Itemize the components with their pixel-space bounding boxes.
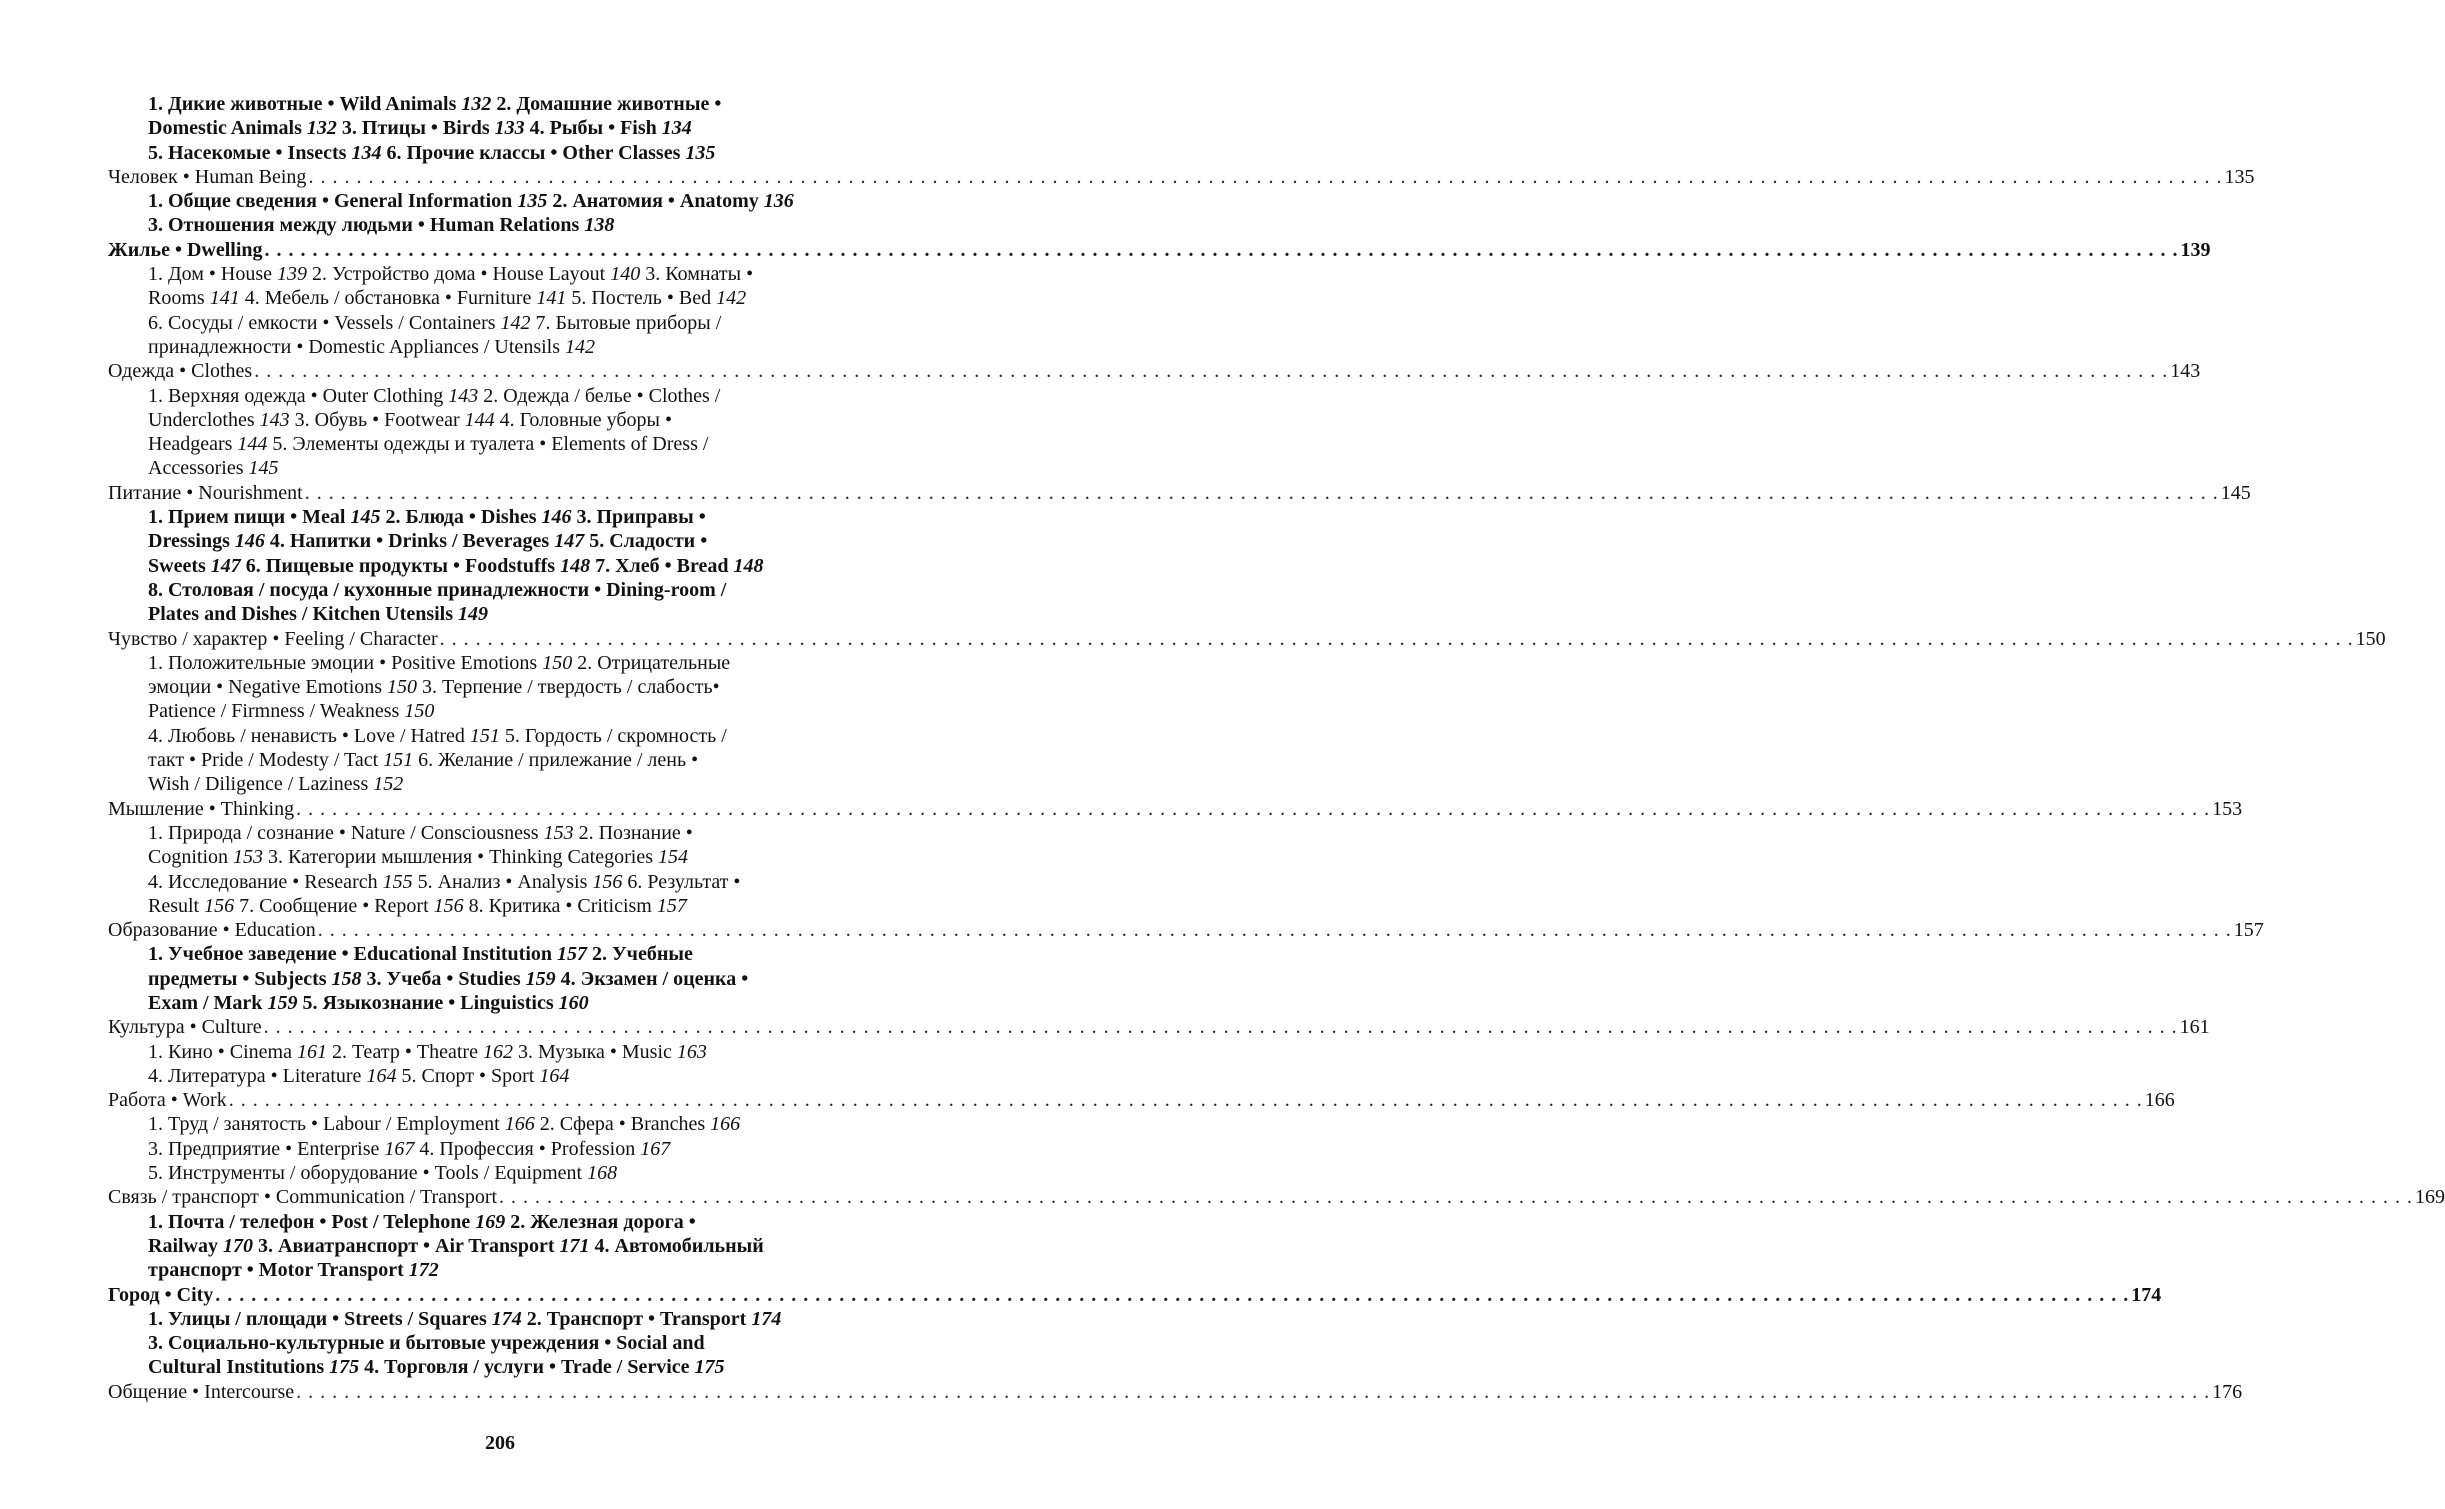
subsection-page-number: 144: [464, 408, 495, 431]
subsection-page-number: 156: [204, 894, 235, 917]
subsection-text: 1. Почта / телефон • Post / Telephone: [148, 1210, 476, 1233]
toc-line: [148, 821, 868, 845]
toc-heading: [108, 1088, 2175, 1112]
toc-subsection-list: [108, 384, 868, 481]
subsection-page-number: 151: [469, 724, 500, 747]
subsection-text: 3. Обувь • Footwear: [289, 408, 465, 431]
dot-leader: . . . . . . . . . . . . . . . . . . . . . . . . . . . . . . . . . . . . . . . . . . . . . . . . . . . . . . . . . . . . . . . . . . . . . . . . . . . . . . . . . . . . . . . . . . . . . . . . . . . . . . . . . . . . . . . . . . . . . . . . . . . . . . . . . . . . . . . . . . . . . . . . . . . . . . . . . . . . . . . .: [304, 481, 2219, 504]
subsection-text: 2. Учебные: [587, 943, 693, 966]
subsection-text: 3. Категории мышления • Thinking Categories: [263, 846, 658, 869]
subsection-text: 3. Терпение / твердость / слабость•: [417, 676, 720, 699]
subsection-page-number: 144: [237, 433, 268, 456]
heading-title: Питание • Nourishment: [108, 481, 303, 504]
subsection-text: 6. Желание / прилежание / лень •: [413, 749, 699, 772]
subsection-text: Sweets: [148, 554, 211, 577]
subsection-text: Dressings: [148, 530, 235, 553]
subsection-page-number: 170: [223, 1234, 253, 1257]
subsection-page-number: 156: [592, 870, 623, 893]
subsection-text: 8. Столовая / посуда / кухонные принадлежности • Dining-room /: [148, 578, 727, 601]
toc-line: [148, 724, 868, 748]
heading-page-number: 169: [2415, 1186, 2445, 1209]
toc-line: [148, 1234, 868, 1258]
dot-leader: . . . . . . . . . . . . . . . . . . . . . . . . . . . . . . . . . . . . . . . . . . . . . . . . . . . . . . . . . . . . . . . . . . . . . . . . . . . . . . . . . . . . . . . . . . . . . . . . . . . . . . . . . . . . . . . . . . . . . . . . . . . . . . . . . . . . . . . . . . . . . . . . . . . . . . . . . . . . . . . .: [263, 1016, 2178, 1039]
subsection-page-number: 168: [587, 1162, 618, 1185]
toc-line: [148, 384, 868, 408]
subsection-page-number: 175: [329, 1356, 360, 1379]
subsection-page-number: 155: [382, 870, 413, 893]
toc-line: [148, 189, 868, 213]
subsection-page-number: 140: [610, 263, 641, 286]
subsection-page-number: 138: [584, 214, 615, 237]
toc-line: [148, 1355, 868, 1379]
toc-subsection-list: [108, 821, 868, 918]
subsection-text: 4. Профессия • Profession: [414, 1137, 641, 1160]
subsection-text: 4. Экзамен / оценка •: [555, 967, 749, 990]
toc-subsection-list: [108, 262, 868, 359]
subsection-text: 2. Театр • Theatre: [326, 1040, 483, 1063]
toc-line: [148, 1064, 868, 1088]
heading-title: Человек • Human Being: [108, 165, 307, 188]
toc-line: [148, 602, 868, 626]
toc-subsection-list: [108, 1040, 868, 1089]
heading-title: Жилье • Dwelling: [108, 238, 263, 261]
subsection-page-number: 132: [306, 117, 337, 140]
subsection-text: 4. Головные уборы •: [494, 408, 672, 431]
toc-line: [148, 699, 868, 723]
subsection-page-number: 172: [408, 1259, 439, 1282]
subsection-text: 3. Предприятие • Enterprise: [148, 1137, 385, 1160]
subsection-text: 5. Спорт • Sport: [396, 1064, 540, 1087]
heading-page-number: 174: [2131, 1283, 2162, 1306]
subsection-page-number: 151: [383, 749, 414, 772]
subsection-page-number: 141: [536, 287, 567, 310]
subsection-text: 2. Одежда / белье • Clothes /: [478, 384, 721, 407]
subsection-page-number: 148: [733, 554, 764, 577]
toc-line: [148, 213, 868, 237]
toc-heading: [108, 1380, 2243, 1404]
subsection-text: 5. Языкознание • Linguistics: [297, 991, 559, 1014]
subsection-page-number: 169: [475, 1210, 506, 1233]
subsection-text: 1. Дом • House: [148, 263, 278, 286]
subsection-page-number: 142: [565, 335, 595, 358]
subsection-text: Railway: [148, 1234, 223, 1257]
heading-title: Связь / транспорт • Communication / Transport: [108, 1186, 498, 1209]
subsection-text: 1. Улицы / площади • Streets / Squares: [148, 1307, 492, 1330]
subsection-text: 1. Общие сведения • General Information: [148, 190, 518, 213]
subsection-text: 7. Хлеб • Bread: [590, 554, 734, 577]
subsection-text: 1. Верхняя одежда • Outer Clothing: [148, 384, 449, 407]
subsection-text: 4. Мебель / обстановка • Furniture: [239, 287, 537, 310]
subsection-text: 3. Социально-культурные и бытовые учреждения • Social and: [148, 1332, 705, 1355]
toc-line: [148, 870, 868, 894]
subsection-page-number: 135: [685, 141, 716, 164]
subsection-text: 3. Учеба • Studies: [361, 967, 526, 990]
dot-leader: . . . . . . . . . . . . . . . . . . . . . . . . . . . . . . . . . . . . . . . . . . . . . . . . . . . . . . . . . . . . . . . . . . . . . . . . . . . . . . . . . . . . . . . . . . . . . . . . . . . . . . . . . . . . . . . . . . . . . . . . . . . . . . . . . . . . . . . . . . . . . . . . . . . . . . . . . . . . . . . .: [254, 360, 2169, 383]
dot-leader: . . . . . . . . . . . . . . . . . . . . . . . . . . . . . . . . . . . . . . . . . . . . . . . . . . . . . . . . . . . . . . . . . . . . . . . . . . . . . . . . . . . . . . . . . . . . . . . . . . . . . . . . . . . . . . . . . . . . . . . . . . . . . . . . . . . . . . . . . . . . . . . . . . . . . . . . . . . . . . . .: [296, 797, 2211, 820]
subsection-page-number: 150: [542, 651, 573, 674]
heading-title: Культура • Culture: [108, 1016, 262, 1039]
toc-line: [148, 942, 868, 966]
subsection-page-number: 134: [661, 117, 692, 140]
toc-line: [148, 967, 868, 991]
toc-line: [148, 748, 868, 772]
subsection-text: 1. Природа / сознание • Nature / Consciousness: [148, 821, 544, 844]
heading-page-number: 166: [2144, 1089, 2175, 1112]
dot-leader: . . . . . . . . . . . . . . . . . . . . . . . . . . . . . . . . . . . . . . . . . . . . . . . . . . . . . . . . . . . . . . . . . . . . . . . . . . . . . . . . . . . . . . . . . . . . . . . . . . . . . . . . . . . . . . . . . . . . . . . . . . . . . . . . . . . . . . . . . . . . . . . . . . . . . . . . . . . . . . . .: [264, 238, 2179, 261]
toc-subsection-list: [108, 1210, 868, 1283]
dot-leader: . . . . . . . . . . . . . . . . . . . . . . . . . . . . . . . . . . . . . . . . . . . . . . . . . . . . . . . . . . . . . . . . . . . . . . . . . . . . . . . . . . . . . . . . . . . . . . . . . . . . . . . . . . . . . . . . . . . . . . . . . . . . . . . . . . . . . . . . . . . . . . . . . . . . . . . . . . . . . . . .: [308, 165, 2223, 188]
page-number: 206: [485, 1432, 515, 1454]
toc-line: [148, 1210, 868, 1234]
toc-line: [148, 262, 868, 286]
subsection-text: 3. Птицы • Birds: [336, 117, 495, 140]
subsection-page-number: 141: [209, 287, 240, 310]
heading-page-number: 150: [2355, 627, 2386, 650]
toc-heading: [108, 238, 2211, 262]
toc-line: [148, 92, 868, 116]
toc-line: [148, 432, 868, 456]
subsection-page-number: 150: [387, 676, 418, 699]
toc-line: [148, 141, 868, 165]
toc-line: [148, 505, 868, 529]
subsection-page-number: 174: [491, 1307, 522, 1330]
toc-line: [148, 554, 868, 578]
toc-line: [148, 116, 868, 140]
subsection-page-number: 164: [539, 1064, 570, 1087]
subsection-text: 7. Сообщение • Report: [234, 894, 434, 917]
toc-line: [148, 651, 868, 675]
dot-leader: . . . . . . . . . . . . . . . . . . . . . . . . . . . . . . . . . . . . . . . . . . . . . . . . . . . . . . . . . . . . . . . . . . . . . . . . . . . . . . . . . . . . . . . . . . . . . . . . . . . . . . . . . . . . . . . . . . . . . . . . . . . . . . . . . . . . . . . . . . . . . . . . . . . . . . . . . . . . . . . .: [228, 1089, 2143, 1112]
toc-line: [148, 578, 868, 602]
subsection-text: 1. Положительные эмоции • Positive Emotions: [148, 651, 543, 674]
subsection-text: 4. Исследование • Research: [148, 870, 383, 893]
subsection-page-number: 150: [404, 700, 435, 723]
subsection-text: 4. Автомобильный: [589, 1234, 764, 1257]
toc-line: [148, 456, 868, 480]
heading-title: Мышление • Thinking: [108, 797, 295, 820]
subsection-text: 3. Комнаты •: [640, 263, 754, 286]
toc-heading: [108, 1283, 2162, 1307]
toc-subsection-list: [108, 189, 868, 238]
subsection-text: 2. Отрицательные: [572, 651, 731, 674]
subsection-text: 5. Инструменты / оборудование • Tools / Equipment: [148, 1162, 588, 1185]
subsection-text: 5. Постель • Bed: [566, 287, 717, 310]
heading-page-number: 143: [2170, 360, 2201, 383]
table-of-contents: [108, 92, 2445, 1404]
subsection-text: 7. Бытовые приборы /: [530, 311, 722, 334]
subsection-text: 3. Авиатранспорт • Air Transport: [253, 1234, 560, 1257]
subsection-text: 5. Насекомые • Insects: [148, 141, 352, 164]
dot-leader: . . . . . . . . . . . . . . . . . . . . . . . . . . . . . . . . . . . . . . . . . . . . . . . . . . . . . . . . . . . . . . . . . . . . . . . . . . . . . . . . . . . . . . . . . . . . . . . . . . . . . . . . . . . . . . . . . . . . . . . . . . . . . . . . . . . . . . . . . . . . . . . . . . . . . . . . . . . . . . . .: [296, 1380, 2211, 1403]
toc-line: [148, 408, 868, 432]
subsection-text: 5. Элементы одежды и туалета • Elements of Dress /: [267, 433, 709, 456]
subsection-text: Wish / Diligence / Laziness: [148, 773, 374, 796]
subsection-page-number: 145: [350, 506, 381, 529]
subsection-page-number: 159: [267, 991, 298, 1014]
subsection-page-number: 167: [384, 1137, 415, 1160]
subsection-page-number: 149: [458, 603, 489, 626]
dot-leader: . . . . . . . . . . . . . . . . . . . . . . . . . . . . . . . . . . . . . . . . . . . . . . . . . . . . . . . . . . . . . . . . . . . . . . . . . . . . . . . . . . . . . . . . . . . . . . . . . . . . . . . . . . . . . . . . . . . . . . . . . . . . . . . . . . . . . . . . . . . . . . . . . . . . . . . . . . . . . . . .: [317, 919, 2232, 942]
toc-subsection-list: [108, 1112, 868, 1185]
subsection-page-number: 136: [763, 190, 794, 213]
subsection-text: эмоции • Negative Emotions: [148, 676, 388, 699]
heading-title: Работа • Work: [108, 1089, 227, 1112]
subsection-page-number: 135: [517, 190, 548, 213]
subsection-text: 1. Труд / занятость • Labour / Employment: [148, 1113, 505, 1136]
subsection-page-number: 175: [694, 1356, 725, 1379]
toc-subsection-list: [108, 92, 868, 165]
subsection-text: 1. Дикие животные • Wild Animals: [148, 93, 462, 115]
subsection-text: 4. Напитки • Drinks / Beverages: [264, 530, 555, 553]
subsection-page-number: 139: [277, 263, 308, 286]
toc-subsection-list: [108, 651, 868, 797]
subsection-text: Rooms: [148, 287, 210, 310]
subsection-page-number: 164: [366, 1064, 397, 1087]
subsection-page-number: 163: [676, 1040, 707, 1063]
subsection-page-number: 166: [504, 1113, 535, 1136]
heading-page-number: 153: [2212, 797, 2243, 820]
subsection-page-number: 161: [296, 1040, 327, 1063]
subsection-text: 4. Рыбы • Fish: [524, 117, 662, 140]
subsection-text: Exam / Mark: [148, 991, 268, 1014]
toc-line: [148, 1137, 868, 1161]
toc-line: [148, 894, 868, 918]
subsection-page-number: 146: [541, 506, 572, 529]
subsection-text: 3. Приправы •: [571, 506, 706, 529]
subsection-text: 1. Учебное заведение • Educational Institution: [148, 943, 557, 966]
toc-heading: [108, 797, 2243, 821]
subsection-text: транспорт • Motor Transport: [148, 1259, 409, 1282]
toc-heading: [108, 165, 2255, 189]
subsection-page-number: 160: [558, 991, 589, 1014]
subsection-page-number: 143: [259, 408, 290, 431]
subsection-text: Plates and Dishes / Kitchen Utensils: [148, 603, 459, 626]
subsection-text: 3. Отношения между людьми • Human Relations: [148, 214, 585, 237]
subsection-text: 6. Прочие классы • Other Classes: [381, 141, 686, 164]
subsection-text: предметы • Subjects: [148, 967, 332, 990]
heading-title: Чувство / характер • Feeling / Character: [108, 627, 438, 650]
subsection-page-number: 157: [557, 943, 587, 966]
heading-page-number: 176: [2212, 1380, 2243, 1403]
toc-line: [148, 772, 868, 796]
toc-heading: [108, 627, 2386, 651]
toc-line: [148, 1307, 868, 1331]
subsection-page-number: 147: [210, 554, 241, 577]
heading-title: Образование • Education: [108, 919, 316, 942]
subsection-page-number: 166: [710, 1113, 741, 1136]
subsection-text: Cognition: [148, 846, 234, 869]
subsection-page-number: 162: [482, 1040, 513, 1063]
subsection-text: 2. Познание •: [573, 821, 693, 844]
subsection-page-number: 132: [461, 93, 492, 115]
toc-heading: [108, 918, 2264, 942]
toc-subsection-list: [108, 942, 868, 1015]
subsection-text: принадлежности • Domestic Appliances / Utensils: [148, 335, 565, 358]
subsection-text: 2. Железная дорога •: [505, 1210, 696, 1233]
toc-line: [148, 311, 868, 335]
subsection-text: 1. Прием пищи • Meal: [148, 506, 351, 529]
subsection-text: 5. Гордость / скромность /: [499, 724, 727, 747]
toc-heading: [108, 481, 2251, 505]
subsection-text: 5. Анализ • Analysis: [412, 870, 593, 893]
toc-line: [148, 1161, 868, 1185]
subsection-text: Cultural Institutions: [148, 1356, 330, 1379]
subsection-text: 2. Анатомия • Anatomy: [547, 190, 764, 213]
subsection-page-number: 152: [373, 773, 404, 796]
subsection-page-number: 158: [331, 967, 362, 990]
subsection-page-number: 156: [433, 894, 464, 917]
subsection-text: 6. Сосуды / емкости • Vessels / Containers: [148, 311, 501, 334]
toc-heading: [108, 359, 2201, 383]
subsection-text: 8. Критика • Criticism: [463, 894, 657, 917]
subsection-text: 5. Сладости •: [584, 530, 708, 553]
subsection-text: 4. Литература • Literature: [148, 1064, 367, 1087]
subsection-page-number: 171: [559, 1234, 590, 1257]
subsection-text: Underclothes: [148, 408, 260, 431]
subsection-text: Patience / Firmness / Weakness: [148, 700, 405, 723]
subsection-page-number: 157: [656, 894, 687, 917]
subsection-page-number: 147: [554, 530, 585, 553]
toc-line: [148, 335, 868, 359]
toc-line: [148, 845, 868, 869]
heading-title: Одежда • Clothes: [108, 360, 253, 383]
subsection-text: Result: [148, 894, 205, 917]
subsection-page-number: 134: [351, 141, 382, 164]
subsection-page-number: 153: [543, 821, 574, 844]
subsection-text: 1. Кино • Cinema: [148, 1040, 297, 1063]
toc-subsection-list: [108, 1307, 868, 1380]
heading-page-number: 161: [2179, 1016, 2210, 1039]
subsection-page-number: 145: [248, 457, 279, 480]
toc-heading: [108, 1015, 2210, 1039]
subsection-text: 4. Любовь / ненависть • Love / Hatred: [148, 724, 470, 747]
toc-line: [148, 1112, 868, 1136]
subsection-text: 6. Результат •: [622, 870, 741, 893]
subsection-text: 2. Домашние животные •: [491, 93, 722, 115]
heading-page-number: 135: [2224, 165, 2255, 188]
subsection-page-number: 159: [525, 967, 556, 990]
toc-line: [148, 286, 868, 310]
heading-page-number: 139: [2180, 238, 2211, 261]
subsection-text: 3. Музыка • Music: [512, 1040, 677, 1063]
subsection-page-number: 143: [448, 384, 479, 407]
subsection-text: такт • Pride / Modesty / Tact: [148, 749, 384, 772]
subsection-text: Headgears: [148, 433, 238, 456]
subsection-text: 2. Сфера • Branches: [534, 1113, 711, 1136]
subsection-page-number: 148: [560, 554, 591, 577]
subsection-page-number: 146: [234, 530, 265, 553]
toc-line: [148, 529, 868, 553]
toc-subsection-list: [108, 505, 868, 626]
dot-leader: . . . . . . . . . . . . . . . . . . . . . . . . . . . . . . . . . . . . . . . . . . . . . . . . . . . . . . . . . . . . . . . . . . . . . . . . . . . . . . . . . . . . . . . . . . . . . . . . . . . . . . . . . . . . . . . . . . . . . . . . . . . . . . . . . . . . . . . . . . . . . . . . . . . . . . . . . . . . . . . .: [439, 627, 2354, 650]
subsection-page-number: 153: [233, 846, 264, 869]
toc-line: [148, 1331, 868, 1355]
subsection-page-number: 142: [500, 311, 531, 334]
dot-leader: . . . . . . . . . . . . . . . . . . . . . . . . . . . . . . . . . . . . . . . . . . . . . . . . . . . . . . . . . . . . . . . . . . . . . . . . . . . . . . . . . . . . . . . . . . . . . . . . . . . . . . . . . . . . . . . . . . . . . . . . . . . . . . . . . . . . . . . . . . . . . . . . . . . . . . . . . . . . . . . .: [499, 1186, 2414, 1209]
heading-page-number: 145: [2220, 481, 2251, 504]
heading-title: Город • City: [108, 1283, 214, 1306]
subsection-page-number: 154: [658, 846, 688, 869]
subsection-text: 4. Торговля / услуги • Trade / Service: [359, 1356, 695, 1379]
toc-line: [148, 1258, 868, 1282]
subsection-text: 2. Блюда • Dishes: [380, 506, 542, 529]
subsection-text: 6. Пищевые продукты • Foodstuffs: [240, 554, 561, 577]
subsection-page-number: 133: [494, 117, 525, 140]
toc-heading: [108, 1185, 2445, 1209]
toc-line: [148, 1040, 868, 1064]
subsection-page-number: 142: [716, 287, 747, 310]
subsection-page-number: 174: [751, 1307, 782, 1330]
heading-page-number: 157: [2233, 919, 2264, 942]
subsection-page-number: 167: [640, 1137, 671, 1160]
toc-line: [148, 675, 868, 699]
subsection-text: Domestic Animals: [148, 117, 307, 140]
dot-leader: . . . . . . . . . . . . . . . . . . . . . . . . . . . . . . . . . . . . . . . . . . . . . . . . . . . . . . . . . . . . . . . . . . . . . . . . . . . . . . . . . . . . . . . . . . . . . . . . . . . . . . . . . . . . . . . . . . . . . . . . . . . . . . . . . . . . . . . . . . . . . . . . . . . . . . . . . . . . . . . .: [215, 1283, 2130, 1306]
subsection-text: 2. Устройство дома • House Layout: [307, 263, 611, 286]
toc-line: [148, 991, 868, 1015]
subsection-text: 2. Транспорт • Transport: [521, 1307, 752, 1330]
heading-title: Общение • Intercourse: [108, 1380, 295, 1403]
subsection-text: Accessories: [148, 457, 249, 480]
